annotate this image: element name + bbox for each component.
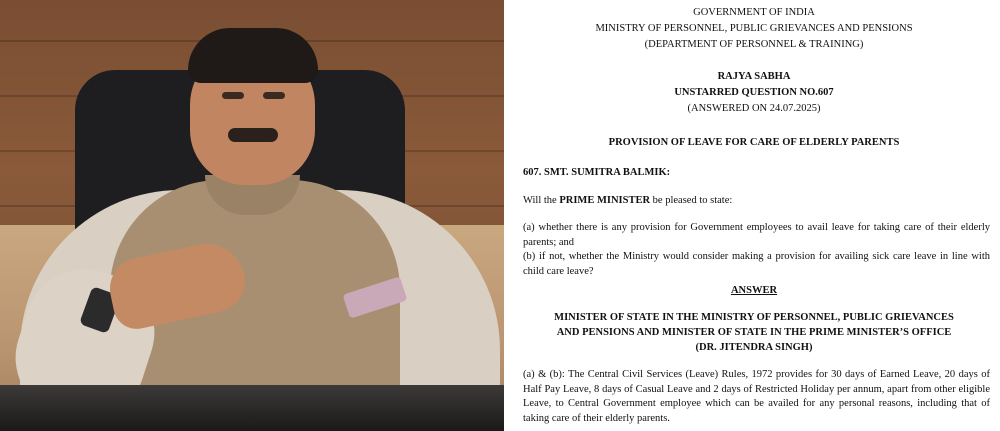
minister-title: MINISTER OF STATE IN THE MINISTRY OF PERSONNEL, PUBLIC GRIEVANCES [554,312,954,323]
answer-text: (a) & (b): The Central Civil Services (Leave) Rules, 1972 provides for 30 days of Earned Leave, 20 days of Half Pay Leave, 8 days of Casual Leave and 2 days of Restricted Holiday per annum, apart from other eligible Leave, to Central Government employee which can be availed for any personal reasons, including that of taking care of their elderly parents. [523,369,990,424]
header-line: GOVERNMENT OF INDIA [693,7,815,18]
answer-heading-text: ANSWER [730,285,778,296]
left-eye [222,92,244,99]
intro-bold: PRIME MINISTER [559,195,651,206]
desk [0,385,504,431]
intro-prefix: Will the [523,195,560,206]
mustache [228,128,278,142]
minister-title: AND PENSIONS AND MINISTER OF STATE IN THE PRIME MINISTER’S OFFICE [556,327,952,338]
parliament-answer-document [508,0,1000,431]
right-eye [263,92,285,99]
header-line: MINISTRY OF PERSONNEL, PUBLIC GRIEVANCES AND PENSIONS [595,23,913,34]
house-name: RAJYA SABHA [717,71,791,82]
question-number: UNSTARRED QUESTION NO.607 [674,87,834,98]
answered-date: (ANSWERED ON 24.07.2025) [687,103,821,114]
header-line: (DEPARTMENT OF PERSONNEL & TRAINING) [644,39,864,50]
subject-title: PROVISION OF LEAVE FOR CARE OF ELDERLY PARENTS [608,137,900,148]
answer-heading [508,285,1000,296]
minister-name: (DR. JITENDRA SINGH) [695,342,813,353]
asked-by: 607. SMT. SUMITRA BALMIK: [523,167,671,178]
intro-line [523,195,988,206]
intro-suffix: be pleased to state: [650,195,733,206]
hair [188,28,318,83]
question-part-b: (b) if not, whether the Ministry would consider making a provision for availing sick care leave in line with child care leave? [523,251,990,277]
question-part-a: (a) whether there is any provision for Government employees to avail leave for taking care of their elderly parents; and [523,222,990,248]
